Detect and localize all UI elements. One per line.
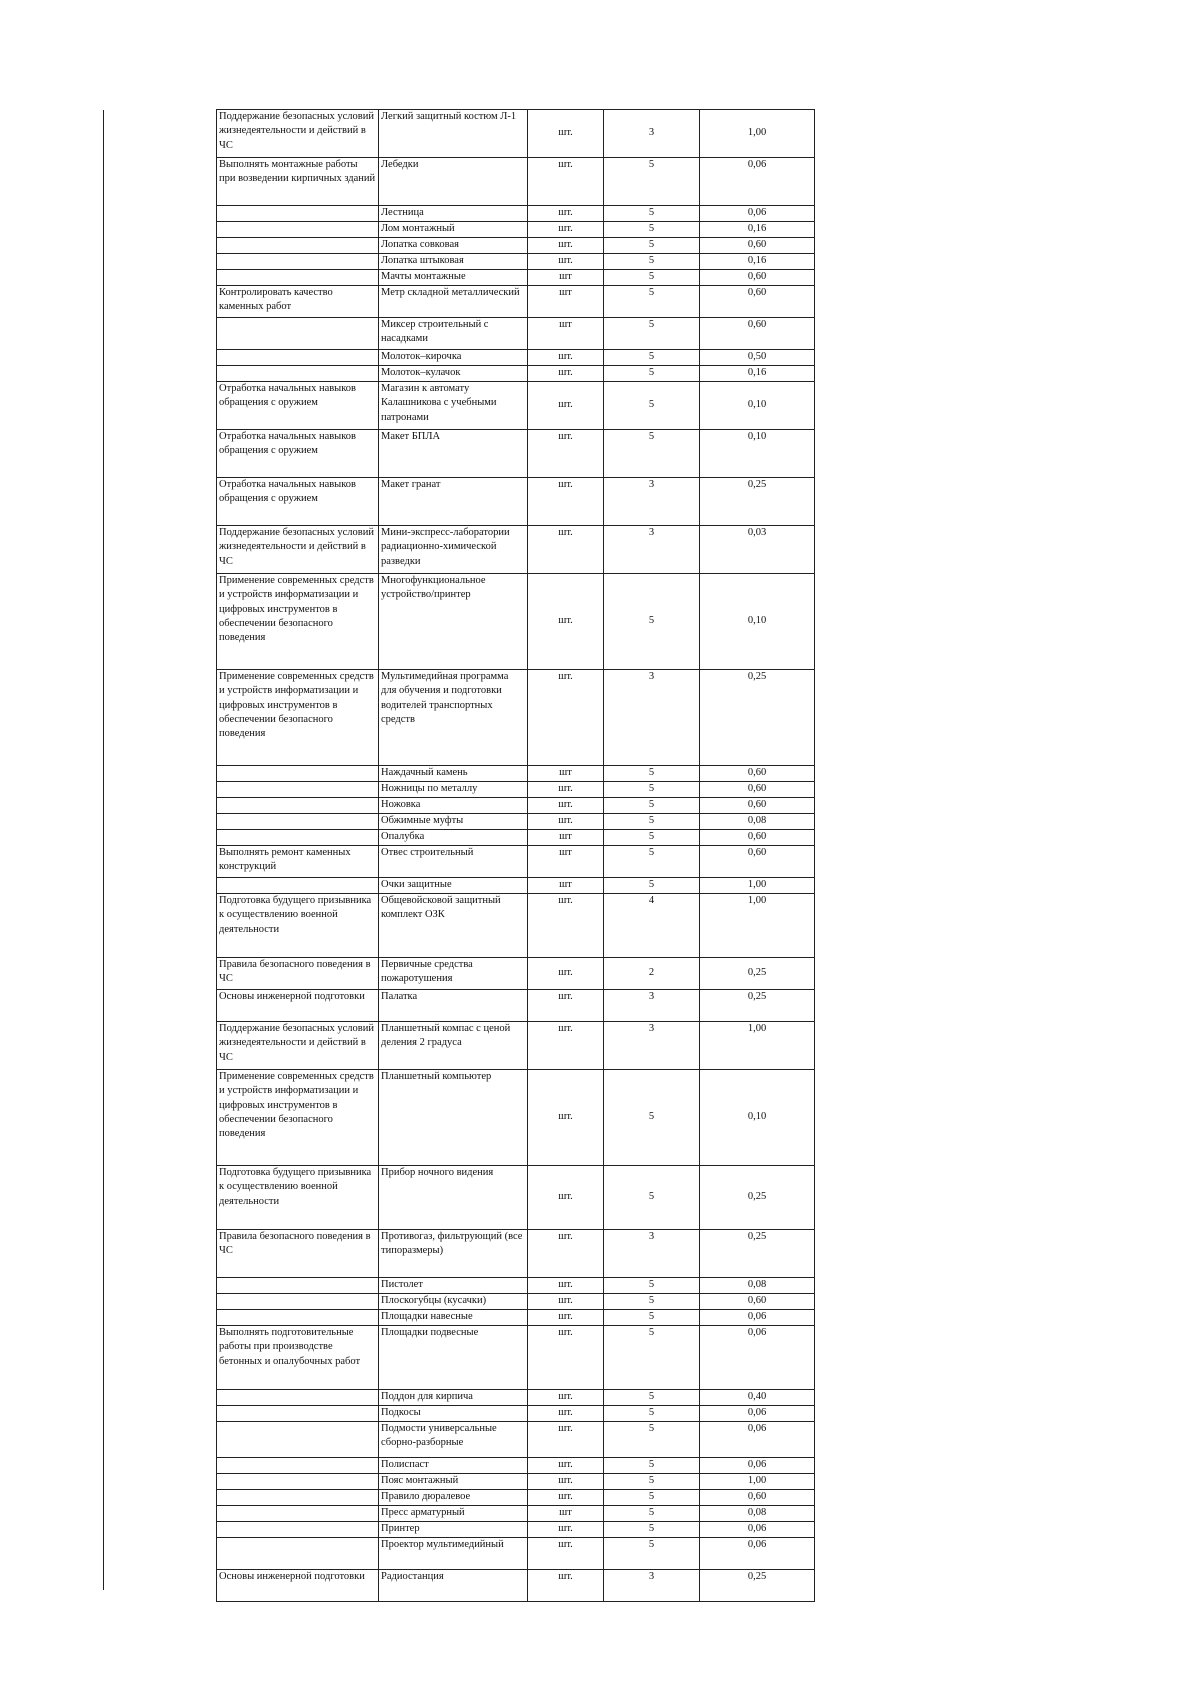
cell-coefficient: 0,60: [700, 798, 815, 814]
cell-area: Отработка начальных навыков обращения с оружием: [217, 430, 379, 478]
cell-coefficient: 0,06: [700, 1310, 815, 1326]
cell-area: [217, 206, 379, 222]
cell-unit: шт.: [528, 526, 604, 574]
cell-item: Лопатка штыковая: [379, 254, 528, 270]
cell-item: Лестница: [379, 206, 528, 222]
cell-item: Проектор мультимедийный: [379, 1538, 528, 1570]
cell-area: [217, 1538, 379, 1570]
cell-item: Ножницы по металлу: [379, 782, 528, 798]
cell-coefficient: 0,06: [700, 1326, 815, 1390]
cell-unit: шт.: [528, 1458, 604, 1474]
cell-item: Ножовка: [379, 798, 528, 814]
cell-area: Применение современных средств и устройств информатизации и цифровых инструментов в обеспечении безопасного поведения: [217, 1070, 379, 1166]
cell-area: [217, 1310, 379, 1326]
cell-area: [217, 366, 379, 382]
cell-area: Выполнять ремонт каменных конструкций: [217, 846, 379, 878]
cell-unit: шт.: [528, 1390, 604, 1406]
cell-item: Обжимные муфты: [379, 814, 528, 830]
cell-unit: шт.: [528, 798, 604, 814]
cell-item: Макет гранат: [379, 478, 528, 526]
cell-item: Молоток–кулачок: [379, 366, 528, 382]
cell-quantity: 5: [604, 1538, 700, 1570]
table-row: [217, 1522, 815, 1538]
cell-unit: шт: [528, 830, 604, 846]
cell-area: Контролировать качество каменных работ: [217, 286, 379, 318]
cell-unit: шт: [528, 878, 604, 894]
table-row: [217, 846, 815, 878]
cell-area: Подготовка будущего призывника к осуществлению военной деятельности: [217, 894, 379, 958]
cell-area: Правила безопасного поведения в ЧС: [217, 958, 379, 990]
cell-quantity: 5: [604, 1070, 700, 1166]
cell-area: [217, 350, 379, 366]
equipment-table-body: [217, 110, 815, 1602]
table-row: [217, 110, 815, 158]
cell-coefficient: 0,06: [700, 206, 815, 222]
table-row: [217, 1506, 815, 1522]
cell-item: Площадки подвесные: [379, 1326, 528, 1390]
cell-coefficient: 0,06: [700, 1538, 815, 1570]
cell-unit: шт.: [528, 1022, 604, 1070]
cell-item: Мачты монтажные: [379, 270, 528, 286]
cell-item: Метр складной металлический: [379, 286, 528, 318]
cell-unit: шт.: [528, 1230, 604, 1278]
cell-item: Отвес строительный: [379, 846, 528, 878]
cell-coefficient: 0,06: [700, 158, 815, 206]
cell-quantity: 5: [604, 366, 700, 382]
cell-area: Применение современных средств и устройств информатизации и цифровых инструментов в обеспечении безопасного поведения: [217, 574, 379, 670]
cell-area: [217, 1294, 379, 1310]
cell-coefficient: 0,60: [700, 270, 815, 286]
table-row: [217, 1474, 815, 1490]
cell-coefficient: 0,10: [700, 430, 815, 478]
cell-coefficient: 0,25: [700, 990, 815, 1022]
table-row: [217, 318, 815, 350]
cell-quantity: 5: [604, 382, 700, 430]
table-row: [217, 286, 815, 318]
cell-unit: шт.: [528, 1310, 604, 1326]
cell-quantity: 5: [604, 1458, 700, 1474]
table-row: [217, 478, 815, 526]
cell-quantity: 3: [604, 478, 700, 526]
cell-item: Лом монтажный: [379, 222, 528, 238]
cell-area: Поддержание безопасных условий жизнедеятельности и действий в ЧС: [217, 1022, 379, 1070]
cell-coefficient: 0,25: [700, 478, 815, 526]
table-row: [217, 1538, 815, 1570]
cell-area: [217, 814, 379, 830]
cell-area: Отработка начальных навыков обращения с оружием: [217, 382, 379, 430]
cell-coefficient: 0,25: [700, 958, 815, 990]
cell-quantity: 5: [604, 574, 700, 670]
table-row: [217, 238, 815, 254]
cell-area: [217, 782, 379, 798]
cell-unit: шт.: [528, 1326, 604, 1390]
cell-quantity: 5: [604, 814, 700, 830]
cell-area: Поддержание безопасных условий жизнедеятельности и действий в ЧС: [217, 526, 379, 574]
table-row: [217, 1490, 815, 1506]
cell-area: Правила безопасного поведения в ЧС: [217, 1230, 379, 1278]
cell-quantity: 5: [604, 430, 700, 478]
cell-quantity: 5: [604, 238, 700, 254]
cell-item: Принтер: [379, 1522, 528, 1538]
cell-coefficient: 0,60: [700, 1490, 815, 1506]
cell-unit: шт.: [528, 430, 604, 478]
cell-item: Противогаз, фильтрующий (все типоразмеры): [379, 1230, 528, 1278]
cell-unit: шт: [528, 766, 604, 782]
table-row: [217, 574, 815, 670]
cell-quantity: 5: [604, 350, 700, 366]
table-row: [217, 1166, 815, 1230]
cell-unit: шт: [528, 318, 604, 350]
table-row: [217, 1422, 815, 1458]
cell-quantity: 5: [604, 206, 700, 222]
cell-quantity: 3: [604, 1022, 700, 1070]
cell-area: Основы инженерной подготовки: [217, 990, 379, 1022]
cell-quantity: 5: [604, 766, 700, 782]
cell-area: Основы инженерной подготовки: [217, 1570, 379, 1602]
cell-unit: шт.: [528, 1070, 604, 1166]
cell-unit: шт.: [528, 1490, 604, 1506]
cell-coefficient: 0,50: [700, 350, 815, 366]
cell-unit: шт.: [528, 222, 604, 238]
cell-unit: шт.: [528, 1166, 604, 1230]
cell-quantity: 5: [604, 1506, 700, 1522]
cell-coefficient: 0,60: [700, 830, 815, 846]
cell-coefficient: 0,08: [700, 814, 815, 830]
cell-area: [217, 1458, 379, 1474]
cell-area: Выполнять монтажные работы при возведении кирпичных зданий: [217, 158, 379, 206]
cell-item: Многофункциональное устройство/принтер: [379, 574, 528, 670]
cell-unit: шт.: [528, 958, 604, 990]
cell-coefficient: 0,06: [700, 1422, 815, 1458]
cell-coefficient: 0,16: [700, 222, 815, 238]
cell-area: [217, 222, 379, 238]
cell-quantity: 5: [604, 1278, 700, 1294]
cell-item: Наждачный камень: [379, 766, 528, 782]
table-row: [217, 1406, 815, 1422]
cell-item: Пистолет: [379, 1278, 528, 1294]
table-row: [217, 1230, 815, 1278]
table-row: [217, 430, 815, 478]
table-row: [217, 894, 815, 958]
cell-coefficient: 0,25: [700, 1570, 815, 1602]
cell-unit: шт.: [528, 670, 604, 766]
cell-area: [217, 1506, 379, 1522]
table-row: [217, 990, 815, 1022]
table-row: [217, 366, 815, 382]
cell-area: [217, 1490, 379, 1506]
cell-item: Прибор ночного видения: [379, 1166, 528, 1230]
cell-coefficient: 0,10: [700, 1070, 815, 1166]
cell-item: Магазин к автомату Калашникова с учебными патронами: [379, 382, 528, 430]
cell-quantity: 3: [604, 526, 700, 574]
cell-quantity: 5: [604, 254, 700, 270]
cell-item: Макет БПЛА: [379, 430, 528, 478]
cell-unit: шт.: [528, 990, 604, 1022]
cell-area: [217, 830, 379, 846]
left-margin-rule: [103, 110, 104, 1590]
cell-coefficient: 0,60: [700, 318, 815, 350]
cell-coefficient: 1,00: [700, 1474, 815, 1490]
cell-coefficient: 0,06: [700, 1458, 815, 1474]
cell-area: [217, 254, 379, 270]
cell-quantity: 5: [604, 1406, 700, 1422]
cell-unit: шт.: [528, 478, 604, 526]
table-row: [217, 1294, 815, 1310]
cell-coefficient: 0,16: [700, 254, 815, 270]
table-row: [217, 670, 815, 766]
cell-coefficient: 0,60: [700, 766, 815, 782]
table-row: [217, 1070, 815, 1166]
cell-coefficient: 0,25: [700, 1166, 815, 1230]
cell-coefficient: 0,60: [700, 1294, 815, 1310]
cell-item: Опалубка: [379, 830, 528, 846]
cell-area: Поддержание безопасных условий жизнедеятельности и действий в ЧС: [217, 110, 379, 158]
cell-item: Пояс монтажный: [379, 1474, 528, 1490]
cell-unit: шт.: [528, 206, 604, 222]
cell-item: Подкосы: [379, 1406, 528, 1422]
cell-area: [217, 1522, 379, 1538]
cell-unit: шт.: [528, 238, 604, 254]
cell-item: Полиспаст: [379, 1458, 528, 1474]
cell-unit: шт.: [528, 1294, 604, 1310]
cell-quantity: 5: [604, 878, 700, 894]
cell-item: Легкий защитный костюм Л-1: [379, 110, 528, 158]
table-row: [217, 1310, 815, 1326]
cell-quantity: 5: [604, 782, 700, 798]
cell-coefficient: 0,60: [700, 286, 815, 318]
table-row: [217, 350, 815, 366]
cell-area: [217, 1406, 379, 1422]
cell-item: Радиостанция: [379, 1570, 528, 1602]
cell-area: [217, 878, 379, 894]
cell-quantity: 5: [604, 1294, 700, 1310]
cell-area: Применение современных средств и устройств информатизации и цифровых инструментов в обеспечении безопасного поведения: [217, 670, 379, 766]
cell-coefficient: 0,10: [700, 382, 815, 430]
cell-quantity: 5: [604, 1490, 700, 1506]
cell-quantity: 5: [604, 830, 700, 846]
cell-item: Очки защитные: [379, 878, 528, 894]
cell-item: Мини-экспресс-лаборатории радиационно-химической разведки: [379, 526, 528, 574]
cell-item: Подмости универсальные сборно-разборные: [379, 1422, 528, 1458]
cell-quantity: 3: [604, 990, 700, 1022]
cell-unit: шт.: [528, 1570, 604, 1602]
cell-area: [217, 766, 379, 782]
cell-coefficient: 0,06: [700, 1406, 815, 1422]
cell-unit: шт.: [528, 814, 604, 830]
cell-area: [217, 270, 379, 286]
cell-item: Плоскогубцы (кусачки): [379, 1294, 528, 1310]
cell-coefficient: 0,08: [700, 1278, 815, 1294]
table-row: [217, 1458, 815, 1474]
cell-unit: шт.: [528, 1474, 604, 1490]
cell-area: [217, 1278, 379, 1294]
cell-unit: шт.: [528, 366, 604, 382]
cell-item: Поддон для кирпича: [379, 1390, 528, 1406]
cell-unit: шт.: [528, 782, 604, 798]
cell-coefficient: 0,10: [700, 574, 815, 670]
table-row: [217, 1022, 815, 1070]
cell-item: Планшетный компас с ценой деления 2 градуса: [379, 1022, 528, 1070]
cell-quantity: 5: [604, 158, 700, 206]
cell-quantity: 5: [604, 286, 700, 318]
table-row: [217, 830, 815, 846]
cell-coefficient: 1,00: [700, 110, 815, 158]
cell-unit: шт.: [528, 1522, 604, 1538]
cell-quantity: 3: [604, 1230, 700, 1278]
cell-area: [217, 1422, 379, 1458]
table-row: [217, 878, 815, 894]
cell-coefficient: 0,60: [700, 846, 815, 878]
cell-quantity: 3: [604, 670, 700, 766]
table-row: [217, 1390, 815, 1406]
cell-coefficient: 0,25: [700, 1230, 815, 1278]
cell-quantity: 5: [604, 222, 700, 238]
cell-coefficient: 1,00: [700, 1022, 815, 1070]
cell-quantity: 2: [604, 958, 700, 990]
cell-coefficient: 1,00: [700, 878, 815, 894]
cell-unit: шт.: [528, 1538, 604, 1570]
cell-coefficient: 0,08: [700, 1506, 815, 1522]
cell-coefficient: 0,40: [700, 1390, 815, 1406]
cell-unit: шт.: [528, 894, 604, 958]
table-row: [217, 766, 815, 782]
cell-unit: шт.: [528, 1422, 604, 1458]
table-row: [217, 222, 815, 238]
cell-area: [217, 798, 379, 814]
cell-unit: шт: [528, 846, 604, 878]
table-row: [217, 206, 815, 222]
cell-area: Отработка начальных навыков обращения с оружием: [217, 478, 379, 526]
table-row: [217, 382, 815, 430]
cell-area: Подготовка будущего призывника к осуществлению военной деятельности: [217, 1166, 379, 1230]
cell-coefficient: 0,25: [700, 670, 815, 766]
cell-quantity: 5: [604, 1422, 700, 1458]
cell-item: Лебедки: [379, 158, 528, 206]
cell-unit: шт.: [528, 110, 604, 158]
cell-coefficient: 0,06: [700, 1522, 815, 1538]
cell-unit: шт: [528, 270, 604, 286]
table-row: [217, 270, 815, 286]
cell-quantity: 5: [604, 846, 700, 878]
cell-quantity: 5: [604, 1326, 700, 1390]
cell-unit: шт: [528, 286, 604, 318]
cell-quantity: 5: [604, 1390, 700, 1406]
table-row: [217, 1326, 815, 1390]
cell-unit: шт.: [528, 1406, 604, 1422]
cell-unit: шт.: [528, 158, 604, 206]
cell-quantity: 5: [604, 1310, 700, 1326]
cell-coefficient: 0,60: [700, 238, 815, 254]
table-row: [217, 254, 815, 270]
cell-quantity: 5: [604, 1474, 700, 1490]
cell-quantity: 5: [604, 1166, 700, 1230]
table-row: [217, 782, 815, 798]
cell-item: Мультимедийная программа для обучения и подготовки водителей транспортных средств: [379, 670, 528, 766]
cell-item: Планшетный компьютер: [379, 1070, 528, 1166]
cell-item: Общевойсковой защитный комплект ОЗК: [379, 894, 528, 958]
cell-coefficient: 0,16: [700, 366, 815, 382]
equipment-table: [216, 109, 815, 1602]
table-row: [217, 814, 815, 830]
table-row: [217, 798, 815, 814]
cell-unit: шт.: [528, 1278, 604, 1294]
cell-item: Миксер строительный с насадками: [379, 318, 528, 350]
cell-unit: шт.: [528, 350, 604, 366]
cell-item: Площадки навесные: [379, 1310, 528, 1326]
cell-area: [217, 238, 379, 254]
cell-coefficient: 0,60: [700, 782, 815, 798]
cell-quantity: 5: [604, 798, 700, 814]
cell-unit: шт.: [528, 382, 604, 430]
cell-quantity: 4: [604, 894, 700, 958]
cell-coefficient: 1,00: [700, 894, 815, 958]
cell-area: [217, 318, 379, 350]
table-row: [217, 1278, 815, 1294]
cell-item: Молоток–кирочка: [379, 350, 528, 366]
table-row: [217, 958, 815, 990]
cell-unit: шт.: [528, 254, 604, 270]
table-row: [217, 1570, 815, 1602]
cell-item: Правило дюралевое: [379, 1490, 528, 1506]
cell-area: [217, 1390, 379, 1406]
cell-quantity: 5: [604, 270, 700, 286]
cell-area: Выполнять подготовительные работы при производстве бетонных и опалубочных работ: [217, 1326, 379, 1390]
cell-item: Пресс арматурный: [379, 1506, 528, 1522]
cell-quantity: 5: [604, 1522, 700, 1538]
cell-unit: шт: [528, 1506, 604, 1522]
cell-unit: шт.: [528, 574, 604, 670]
cell-item: Палатка: [379, 990, 528, 1022]
table-row: [217, 158, 815, 206]
table-row: [217, 526, 815, 574]
cell-quantity: 5: [604, 318, 700, 350]
cell-item: Первичные средства пожаротушения: [379, 958, 528, 990]
cell-quantity: 3: [604, 1570, 700, 1602]
cell-coefficient: 0,03: [700, 526, 815, 574]
cell-quantity: 3: [604, 110, 700, 158]
cell-item: Лопатка совковая: [379, 238, 528, 254]
cell-area: [217, 1474, 379, 1490]
